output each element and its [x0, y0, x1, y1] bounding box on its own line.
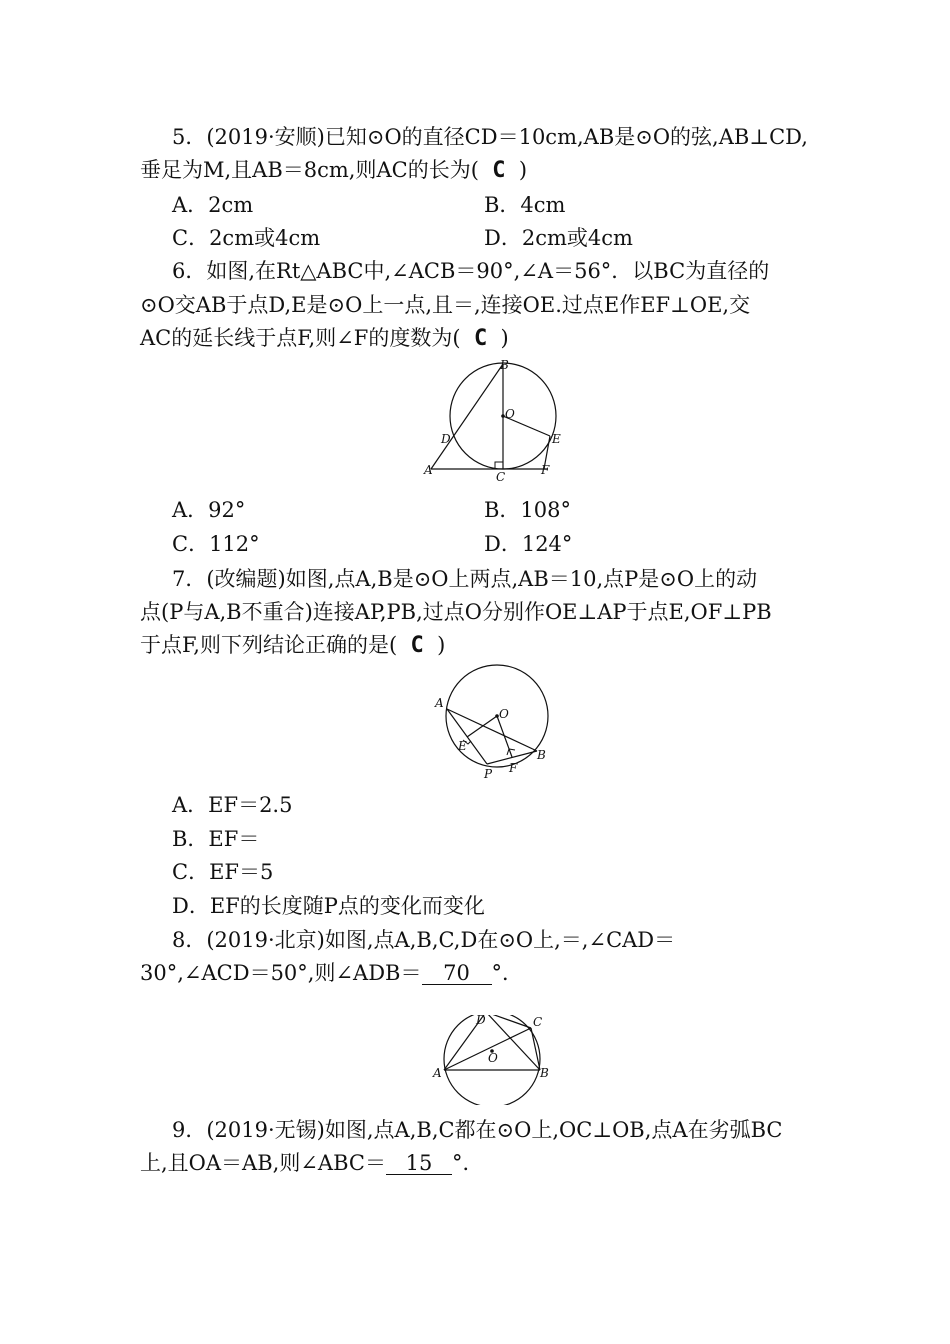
q6-label-c: C: [496, 470, 506, 482]
q6-stem-line2: ⊙O交AB于点D,E是⊙O上一点,且＝,连接OE.过点E作EF⊥OE,交: [140, 293, 751, 317]
q8-figure: [430, 1015, 560, 1105]
q7-label-b: B: [537, 748, 546, 762]
q7-label-e: E: [458, 739, 467, 753]
q7-label-o: O: [499, 707, 509, 721]
q8-answer-blank: 70: [422, 962, 492, 985]
q7-label-p: P: [484, 767, 493, 781]
q6-label-b: B: [500, 358, 509, 372]
q7-stem-line2: 点(P与A,B不重合)连接AP,PB,过点O分别作OE⊥AP于点E,OF⊥PB: [140, 600, 772, 624]
q7-option-c: C．EF＝5: [172, 860, 274, 884]
q5-stem-line1: 5．(2019·安顺)已知⊙O的直径CD＝10cm,AB是⊙O的弦,AB⊥CD,: [172, 125, 808, 149]
q6-figure: [415, 352, 575, 482]
q7-answer: C: [410, 633, 424, 658]
q9-stem-line2: 上,且OA＝AB,则∠ABC＝ 15 °．: [140, 1151, 484, 1175]
q7-label-a: A: [435, 696, 444, 710]
q6-option-b: B．108°: [484, 498, 572, 522]
q6-label-o: O: [505, 407, 515, 421]
q6-option-a: A．92°: [172, 498, 246, 522]
q7-option-b: B．EF＝: [172, 827, 260, 851]
q6-label-f: F: [541, 463, 550, 477]
q6-option-d: D．124°: [484, 532, 573, 556]
q6-option-c: C．112°: [172, 532, 260, 556]
q7-option-d: D．EF的长度随P点的变化而变化: [172, 894, 485, 918]
q8-label-d: D: [476, 1015, 486, 1027]
q7-figure: [425, 660, 560, 785]
q6-stem-line3: AC的延长线于点F,则∠F的度数为( C ): [140, 326, 509, 351]
q5-option-b: B．4cm: [484, 193, 566, 217]
q8-label-b: B: [540, 1066, 549, 1080]
q5-option-d: D．2cm或4cm: [484, 226, 633, 250]
q6-stem-line1: 6．如图,在Rt△ABC中,∠ACB＝90°,∠A＝56°．以BC为直径的: [172, 259, 770, 283]
q9-stem-line1: 9．(2019·无锡)如图,点A,B,C都在⊙O上,OC⊥OB,点A在劣弧BC: [172, 1118, 783, 1142]
q5-stem-line2: 垂足为M,且AB＝8cm,则AC的长为( C ): [140, 158, 528, 183]
q8-label-a: A: [433, 1066, 442, 1080]
q5-option-c: C．2cm或4cm: [172, 226, 321, 250]
q6-label-d: D: [441, 432, 451, 446]
q8-label-c: C: [533, 1015, 543, 1029]
q7-stem-line1: 7．(改编题)如图,点A,B是⊙O上两点,AB＝10,点P是⊙O上的动: [172, 567, 758, 591]
q7-label-f: F: [509, 761, 518, 775]
q6-answer: C: [473, 326, 488, 351]
q6-label-e: E: [552, 432, 561, 446]
q7-option-a: A．EF＝2.5: [172, 793, 293, 817]
q8-stem-line1: 8．(2019·北京)如图,点A,B,C,D在⊙O上,＝,∠CAD＝: [172, 928, 676, 952]
q8-label-o: O: [488, 1051, 498, 1065]
q5-answer: C: [492, 158, 506, 183]
q6-label-a: A: [424, 463, 433, 477]
q8-stem-line2: 30°,∠ACD＝50°,则∠ADB＝ 70 °．: [140, 961, 523, 985]
q5-option-a: A．2cm: [172, 193, 254, 217]
q9-answer-blank: 15: [386, 1152, 452, 1175]
q7-stem-line3: 于点F,则下列结论正确的是( C ): [140, 633, 446, 658]
